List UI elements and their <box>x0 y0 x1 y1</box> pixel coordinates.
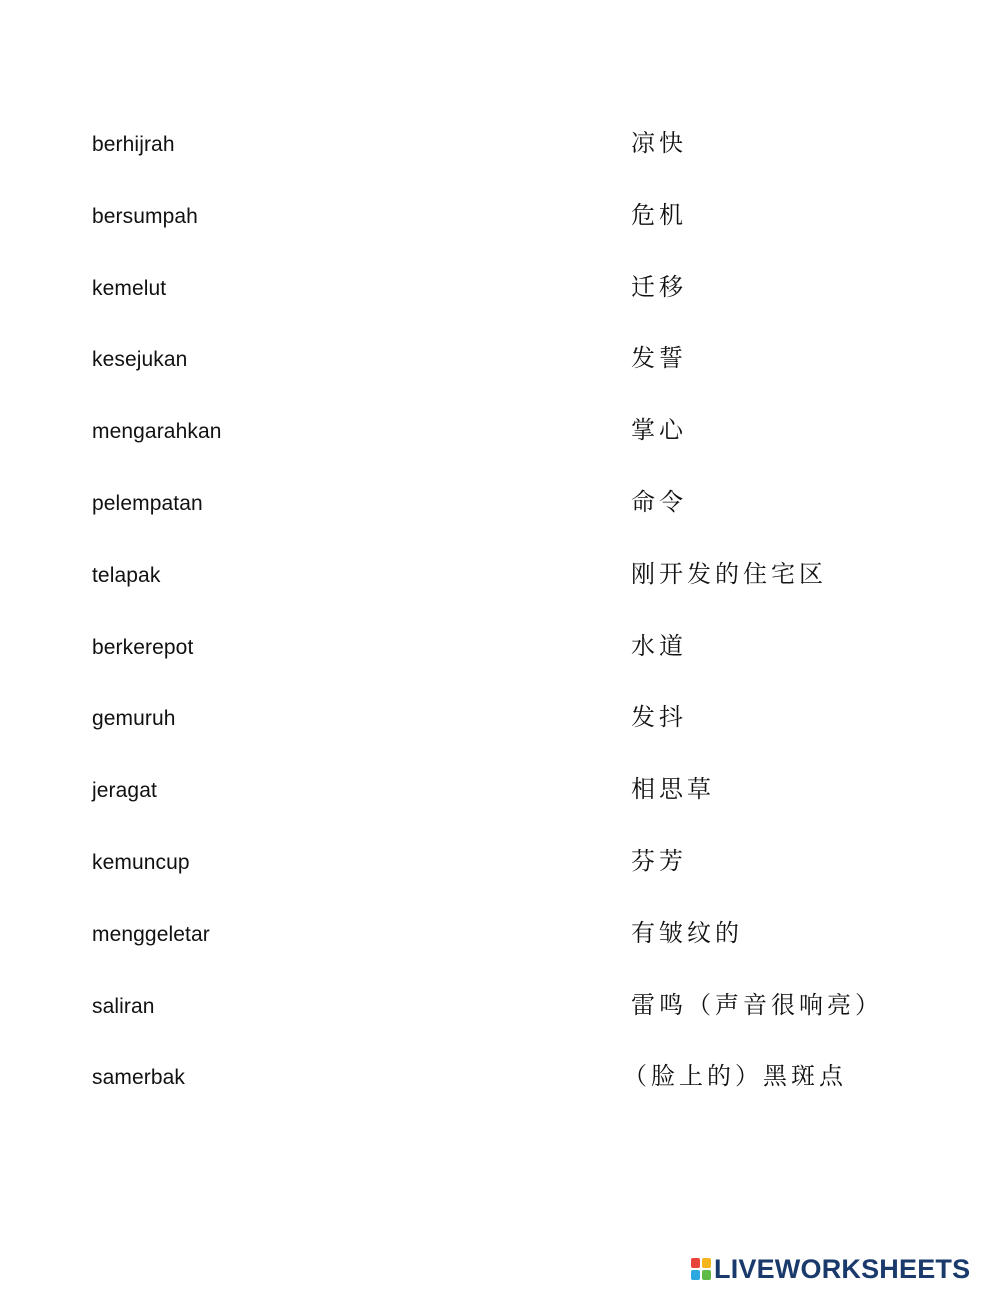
logo-square-red <box>691 1258 700 1268</box>
malay-word[interactable]: samerbak <box>92 1066 186 1090</box>
liveworksheets-brand <box>691 1253 970 1285</box>
chinese-meaning[interactable]: 命令 <box>631 487 687 516</box>
chinese-meaning[interactable]: 有皱纹的 <box>631 918 743 947</box>
chinese-meaning[interactable]: 发抖 <box>631 703 687 732</box>
malay-word[interactable]: telapak <box>92 563 161 587</box>
malay-word[interactable]: berhijrah <box>92 133 175 156</box>
liveworksheets-logo-icon <box>691 1258 711 1280</box>
chinese-meaning[interactable]: 发誓 <box>631 344 687 373</box>
chinese-meaning[interactable]: 芬芳 <box>631 846 687 875</box>
malay-word[interactable]: kemelut <box>92 276 167 300</box>
logo-square-blue <box>691 1270 700 1280</box>
chinese-meaning[interactable]: 刚开发的住宅区 <box>631 559 827 588</box>
chinese-meaning[interactable]: 雷鸣（声音很响亮） <box>631 990 883 1019</box>
malay-word[interactable]: gemuruh <box>92 707 176 731</box>
malay-word[interactable]: bersumpah <box>92 204 198 228</box>
chinese-meaning[interactable]: 迁移 <box>631 272 687 301</box>
malay-word[interactable]: menggeletar <box>92 922 210 946</box>
brand-wordmark: LIVEWORKSHEETS <box>714 1253 971 1284</box>
chinese-meaning[interactable]: 危机 <box>631 200 687 229</box>
chinese-meaning[interactable]: 水道 <box>631 631 687 660</box>
chinese-meaning[interactable]: 凉快 <box>631 129 687 157</box>
chinese-meaning[interactable]: 相思草 <box>631 775 715 804</box>
malay-word[interactable]: jeragat <box>92 779 157 803</box>
logo-square-green <box>702 1270 711 1280</box>
malay-word[interactable]: kesejukan <box>92 348 188 372</box>
logo-square-yellow <box>702 1258 711 1268</box>
chinese-meaning[interactable]: （脸上的）黑斑点 <box>623 1062 847 1091</box>
malay-word[interactable]: berkerepot <box>92 635 194 659</box>
malay-word[interactable]: kemuncup <box>92 850 190 874</box>
malay-word[interactable]: pelempatan <box>92 491 203 515</box>
chinese-meaning[interactable]: 掌心 <box>631 416 687 445</box>
malay-word-list <box>92 128 512 1133</box>
malay-word[interactable]: mengarahkan <box>92 420 222 444</box>
malay-word[interactable]: saliran <box>92 994 155 1018</box>
chinese-meaning-list <box>623 126 971 1131</box>
